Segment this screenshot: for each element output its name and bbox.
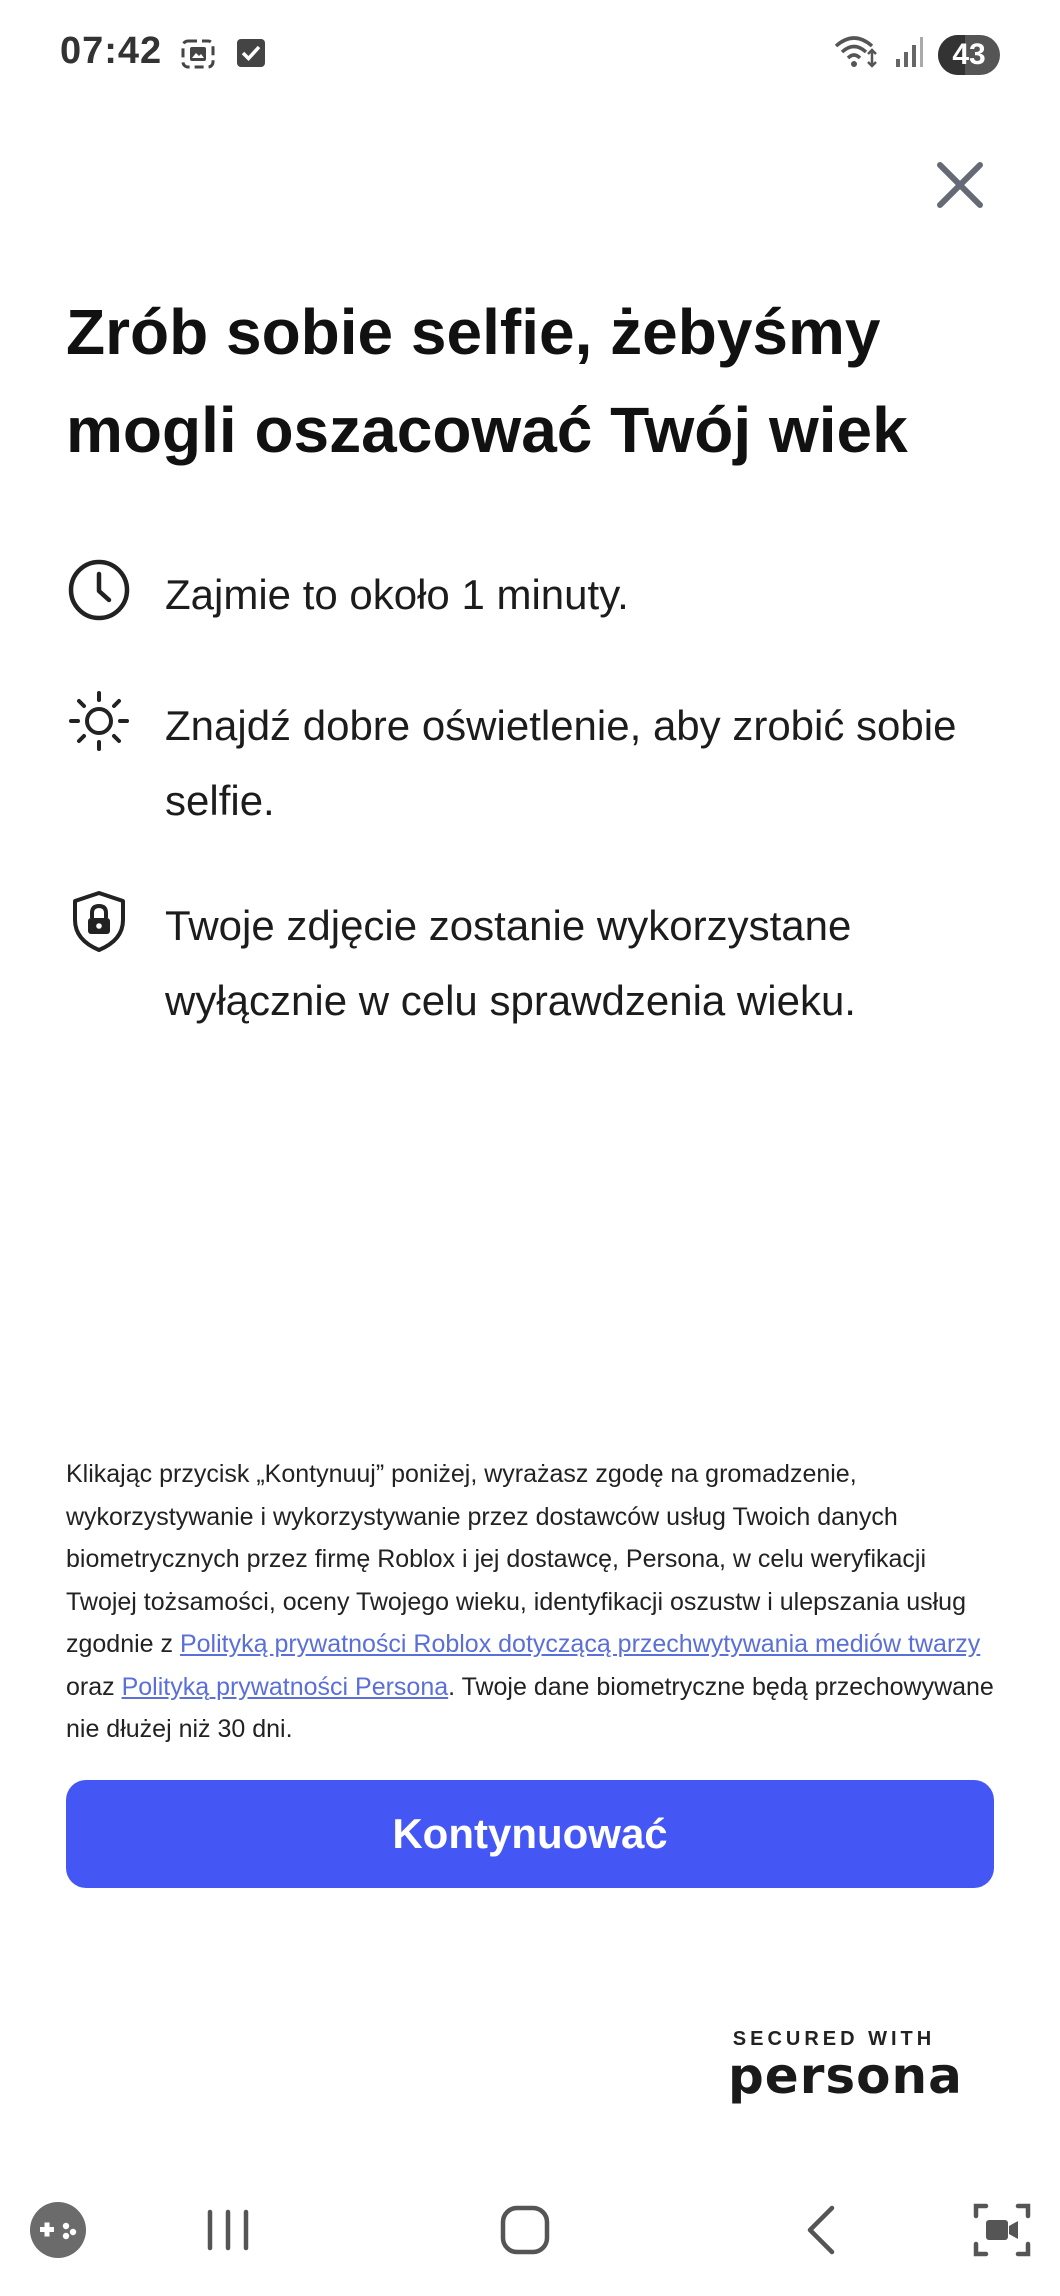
close-button[interactable] — [930, 155, 990, 215]
home-button[interactable] — [493, 2198, 557, 2262]
status-bar — [0, 0, 1060, 110]
consent-text-before: Klikając przycisk „Kontynuuj” poniżej, wyrażasz zgodę na gromadzenie, wykorzystywanie i wykorzystywanie przez dostawców usług Twoich danych biometrycznych przez firmę Roblox i jej dostawcę, Persona, w celu weryfikacji Twojej tożsamości, oceny Twojego wieku, identyfikacji oszustw i ulepszania usług zgodnie z — [66, 1460, 966, 1658]
screen-recorder-icon — [970, 2198, 1034, 2262]
info-item-lighting — [66, 688, 1016, 838]
info-item-duration — [66, 557, 1016, 632]
game-launcher-icon — [26, 2198, 90, 2262]
battery-indicator — [938, 35, 1000, 75]
signal-icon — [894, 35, 924, 74]
navigation-bar — [0, 2180, 1060, 2280]
secured-label: SECURED WITH — [732, 2028, 936, 2050]
clock-icon — [66, 557, 132, 623]
continue-button[interactable]: Kontynuować — [66, 1780, 994, 1888]
close-icon — [930, 155, 990, 215]
battery-level: 43 — [952, 37, 986, 71]
wifi-icon — [832, 32, 880, 77]
screenshot-icon — [180, 36, 216, 77]
consent-text-after: . Twoje dane biometryczne będą przechowywane nie dłużej niż 30 dni. — [66, 1672, 994, 1743]
consent-text-middle: oraz — [66, 1672, 122, 1701]
persona-logo: persona — [728, 2047, 963, 2105]
screen-recorder-button[interactable] — [970, 2198, 1034, 2262]
info-text-duration: Zajmie to około 1 minuty. — [165, 571, 629, 618]
info-item-privacy — [66, 888, 1016, 1038]
home-icon — [493, 2198, 557, 2262]
page-title: Zrób sobie selfie, żebyśmy mogli oszacować Twój wiek — [66, 296, 908, 466]
checkbox-notification-icon — [234, 36, 268, 77]
recent-apps-icon — [196, 2198, 260, 2262]
roblox-face-media-policy-link[interactable]: Polityką prywatności Roblox dotyczącą przechwytywania mediów twarzy — [179, 1630, 981, 1658]
back-icon — [790, 2198, 854, 2262]
consent-text — [66, 1453, 996, 1751]
info-text-privacy: Twoje zdjęcie zostanie wykorzystane wyłącznie w celu sprawdzenia wieku. — [165, 902, 856, 1024]
status-left-icons — [180, 36, 268, 77]
status-time: 07:42 — [60, 30, 163, 72]
sun-icon — [66, 688, 132, 754]
shield-lock-icon — [66, 888, 132, 954]
game-launcher-button[interactable] — [26, 2198, 90, 2262]
recent-apps-button[interactable] — [196, 2198, 260, 2262]
persona-privacy-policy-link[interactable]: Polityką prywatności Persona — [121, 1672, 449, 1701]
back-button[interactable] — [790, 2198, 854, 2262]
info-text-lighting: Znajdź dobre oświetlenie, aby zrobić sobie selfie. — [165, 702, 957, 824]
status-right-icons — [832, 32, 1000, 77]
secured-with-persona-badge — [728, 2028, 963, 2105]
